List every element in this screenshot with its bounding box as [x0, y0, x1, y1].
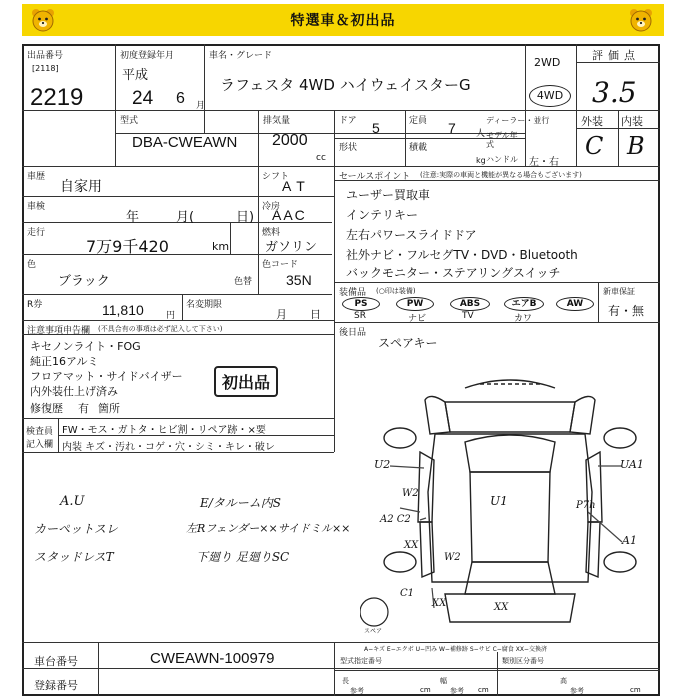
color-label: 色 — [27, 260, 37, 270]
damage-mark: UA1 — [620, 458, 644, 471]
shape-label: 形状 — [339, 143, 358, 153]
note-item: 純正16アルミ — [30, 355, 99, 368]
mileage-label: 走行 — [27, 228, 46, 238]
registration-year: 24 — [132, 88, 154, 109]
handle-options: 左・右 — [529, 157, 559, 168]
new-car-warranty-label: 新車保証 — [603, 287, 635, 296]
bear-mascot-icon — [30, 7, 56, 33]
first-listing-stamp: 初出品 — [214, 366, 278, 397]
equipment-oval-airbag: エアB — [504, 297, 544, 311]
trunk-value: スペアキー — [378, 336, 438, 350]
registration-month-unit: 月 — [196, 101, 206, 111]
inspector-note-left: A.U — [60, 494, 85, 509]
inspector-note-right: E/タルーム内S — [200, 496, 282, 510]
vehicle-damage-diagram — [360, 372, 660, 642]
recycle-value: 11,810 — [102, 302, 144, 318]
inspection-year-unit: 年 — [126, 210, 140, 225]
capacity-unit: 人 — [476, 129, 486, 139]
registration-era: 平成 — [122, 68, 149, 83]
displacement-value: 2000 — [272, 132, 308, 149]
repair-unit: 箇所 — [98, 402, 120, 415]
chassis-number: CWEAWN-100979 — [150, 650, 275, 667]
name-change-label: 名変期限 — [186, 300, 223, 310]
selling-point-item: バックモニター・ステアリングスイッチ — [346, 266, 561, 280]
equipment-oval-abs: ABS — [450, 297, 490, 311]
repair-value: 有 — [78, 402, 89, 415]
equipment-oval-aw: AW — [556, 297, 594, 311]
note-item: 内外装仕上げ済み — [30, 385, 118, 398]
height-ref: 参考 — [570, 687, 584, 695]
color-code-label: 色コード — [262, 260, 299, 270]
repair-label: 修復歴 — [30, 402, 63, 415]
model-designation-label: 型式指定番号 — [340, 657, 382, 665]
capacity-label: 定員 — [409, 116, 428, 126]
displacement-unit: cc — [316, 153, 326, 163]
width-label: 幅 — [440, 677, 447, 685]
class-number-label: 類別区分番号 — [502, 657, 544, 665]
spare-caption: スペア — [364, 628, 383, 635]
mileage-value: 7万9千420 — [86, 237, 169, 256]
selling-points-note: (注意:実際の車両と機能が異なる場合もございます) — [420, 171, 582, 179]
registration-label: 初度登録年月 — [120, 51, 175, 61]
shift-value: AT — [282, 178, 311, 194]
selling-point-item: 社外ナビ・フルセグTV・DVD・Bluetooth — [346, 248, 578, 262]
damage-mark: W2 — [402, 488, 419, 499]
usage-label: 車歴 — [27, 172, 46, 182]
score-label: 評価点 — [592, 49, 640, 62]
notes-label: 注意事項申告欄 — [27, 326, 91, 336]
equipment-text: ナビ — [408, 314, 427, 324]
inspector-note-left: カーペットスレ — [34, 522, 118, 536]
damage-mark: W2 — [444, 552, 461, 563]
equipment-oval-ps: PS — [342, 297, 380, 311]
fuel-value: ガソリン — [265, 240, 318, 255]
vehicle-label: 車名・グレード — [209, 51, 273, 61]
damage-mark: A2 C2 — [380, 514, 411, 525]
lot-sub: [2118] — [32, 64, 59, 73]
new-car-warranty-value: 有・無 — [608, 304, 645, 318]
checker-label-2: 記入欄 — [26, 440, 54, 450]
equipment-label: 装備品 — [339, 288, 367, 298]
length-ref: 参考 — [350, 687, 364, 695]
checker-row-1: FW・モス・ガトタ・ヒビ割・リペア跡・×要 — [62, 425, 266, 436]
mileage-unit: km — [212, 240, 230, 253]
inspector-note-right: 左Rフェンダー××サイドミル×× — [186, 522, 351, 535]
dealer-label: ディーラー・並行 — [486, 116, 550, 125]
damage-mark: U1 — [490, 494, 508, 508]
shift-label: シフト — [262, 172, 290, 182]
fuel-label: 燃料 — [262, 228, 281, 238]
length-unit: cm — [420, 686, 431, 694]
handle-label: ハンドル — [486, 155, 518, 164]
usage-value: 自家用 — [60, 179, 102, 195]
checker-label: 検査員 — [26, 427, 54, 437]
recycle-label: R券 — [27, 300, 43, 310]
capacity-value: 7 — [448, 120, 456, 136]
lot-label: 出品番号 — [27, 51, 64, 61]
model-year-label: モデル年式 — [486, 131, 518, 149]
interior-grade: B — [627, 132, 645, 160]
selling-point-item: 左右パワースライドドア — [346, 228, 477, 242]
load-label: 積載 — [409, 143, 428, 153]
damage-mark: P7h — [576, 500, 596, 511]
length-label: 長 — [342, 677, 349, 685]
score-value: 3.5 — [592, 76, 637, 109]
vehicle-name: ラフェスタ 4WD ハイウェイスターG — [220, 76, 471, 94]
equipment-oval-pw: PW — [396, 297, 434, 311]
damage-mark: XX — [494, 602, 509, 613]
damage-mark: U2 — [374, 458, 391, 471]
inspector-note-left: スタッドレスT — [34, 550, 114, 564]
checker-row-2: 内装 キズ・汚れ・コゲ・穴・シミ・キレ・破レ — [62, 442, 275, 453]
load-unit: kg — [476, 156, 486, 165]
width-ref: 参考 — [450, 687, 464, 695]
width-unit: cm — [478, 686, 489, 694]
height-label: 高 — [560, 677, 567, 685]
height-unit: cm — [630, 686, 641, 694]
model-label: 型式 — [120, 116, 139, 126]
selling-point-item: ユーザー買取車 — [346, 188, 431, 202]
equipment-sub: (○印は装備) — [376, 287, 416, 295]
equipment-text: SR — [354, 311, 366, 321]
notes-sub: (不具合有の事項は必ず記入して下さい) — [98, 325, 223, 333]
note-item: フロアマット・サイドバイザー — [30, 370, 183, 383]
damage-mark: C1 — [400, 588, 415, 599]
selling-points-label: セールスポイント — [339, 172, 411, 182]
selling-point-item: インテリキー — [346, 208, 419, 222]
color-change-label: 色替 — [234, 277, 253, 287]
inspection-label: 車検 — [27, 202, 46, 212]
ac-label: 冷房 — [262, 202, 281, 212]
equipment-text: TV — [462, 311, 474, 321]
damage-legend: A−キズ E−エクボ U−凹み W−補修跡 S−サビ C−腐食 XX−交換済 — [364, 646, 547, 653]
exterior-label: 外装 — [581, 115, 603, 128]
name-change-month: 月 — [276, 308, 287, 321]
color-value: ブラック — [58, 274, 110, 289]
ac-value: AAC — [272, 207, 307, 223]
name-change-day: 日 — [310, 308, 321, 321]
drive-2wd: 2WD — [534, 56, 561, 69]
inspection-month-unit: 月( — [176, 210, 195, 225]
header-banner — [22, 4, 664, 36]
trunk-label: 後日品 — [339, 328, 367, 338]
damage-mark: XX — [432, 598, 447, 609]
interior-label: 内装 — [621, 115, 643, 128]
drive-4wd-circled: 4WD — [529, 85, 571, 107]
inspection-day-unit: 日) — [236, 210, 255, 225]
registration-month: 6 — [176, 90, 185, 107]
lot-number: 2219 — [30, 84, 84, 111]
damage-mark: XX — [404, 540, 419, 551]
inspector-note-right: 下廻り 足廻りSC — [196, 550, 290, 564]
doors-label: ドア — [339, 116, 357, 126]
banner-title: 特選車＆初出品 — [290, 13, 396, 29]
displacement-label: 排気量 — [263, 116, 291, 126]
chassis-label: 車台番号 — [34, 655, 78, 668]
equipment-text: カワ — [514, 314, 533, 324]
color-code: 35N — [286, 272, 312, 288]
damage-mark: A1 — [622, 534, 637, 547]
doors-value: 5 — [372, 120, 380, 136]
plate-label: 登録番号 — [34, 679, 78, 692]
note-item: キセノンライト・FOG — [30, 340, 141, 353]
exterior-grade: C — [585, 132, 604, 160]
model-value: DBA-CWEAWN — [132, 134, 238, 151]
recycle-unit: 円 — [166, 311, 176, 321]
bear-mascot-icon — [628, 7, 654, 33]
